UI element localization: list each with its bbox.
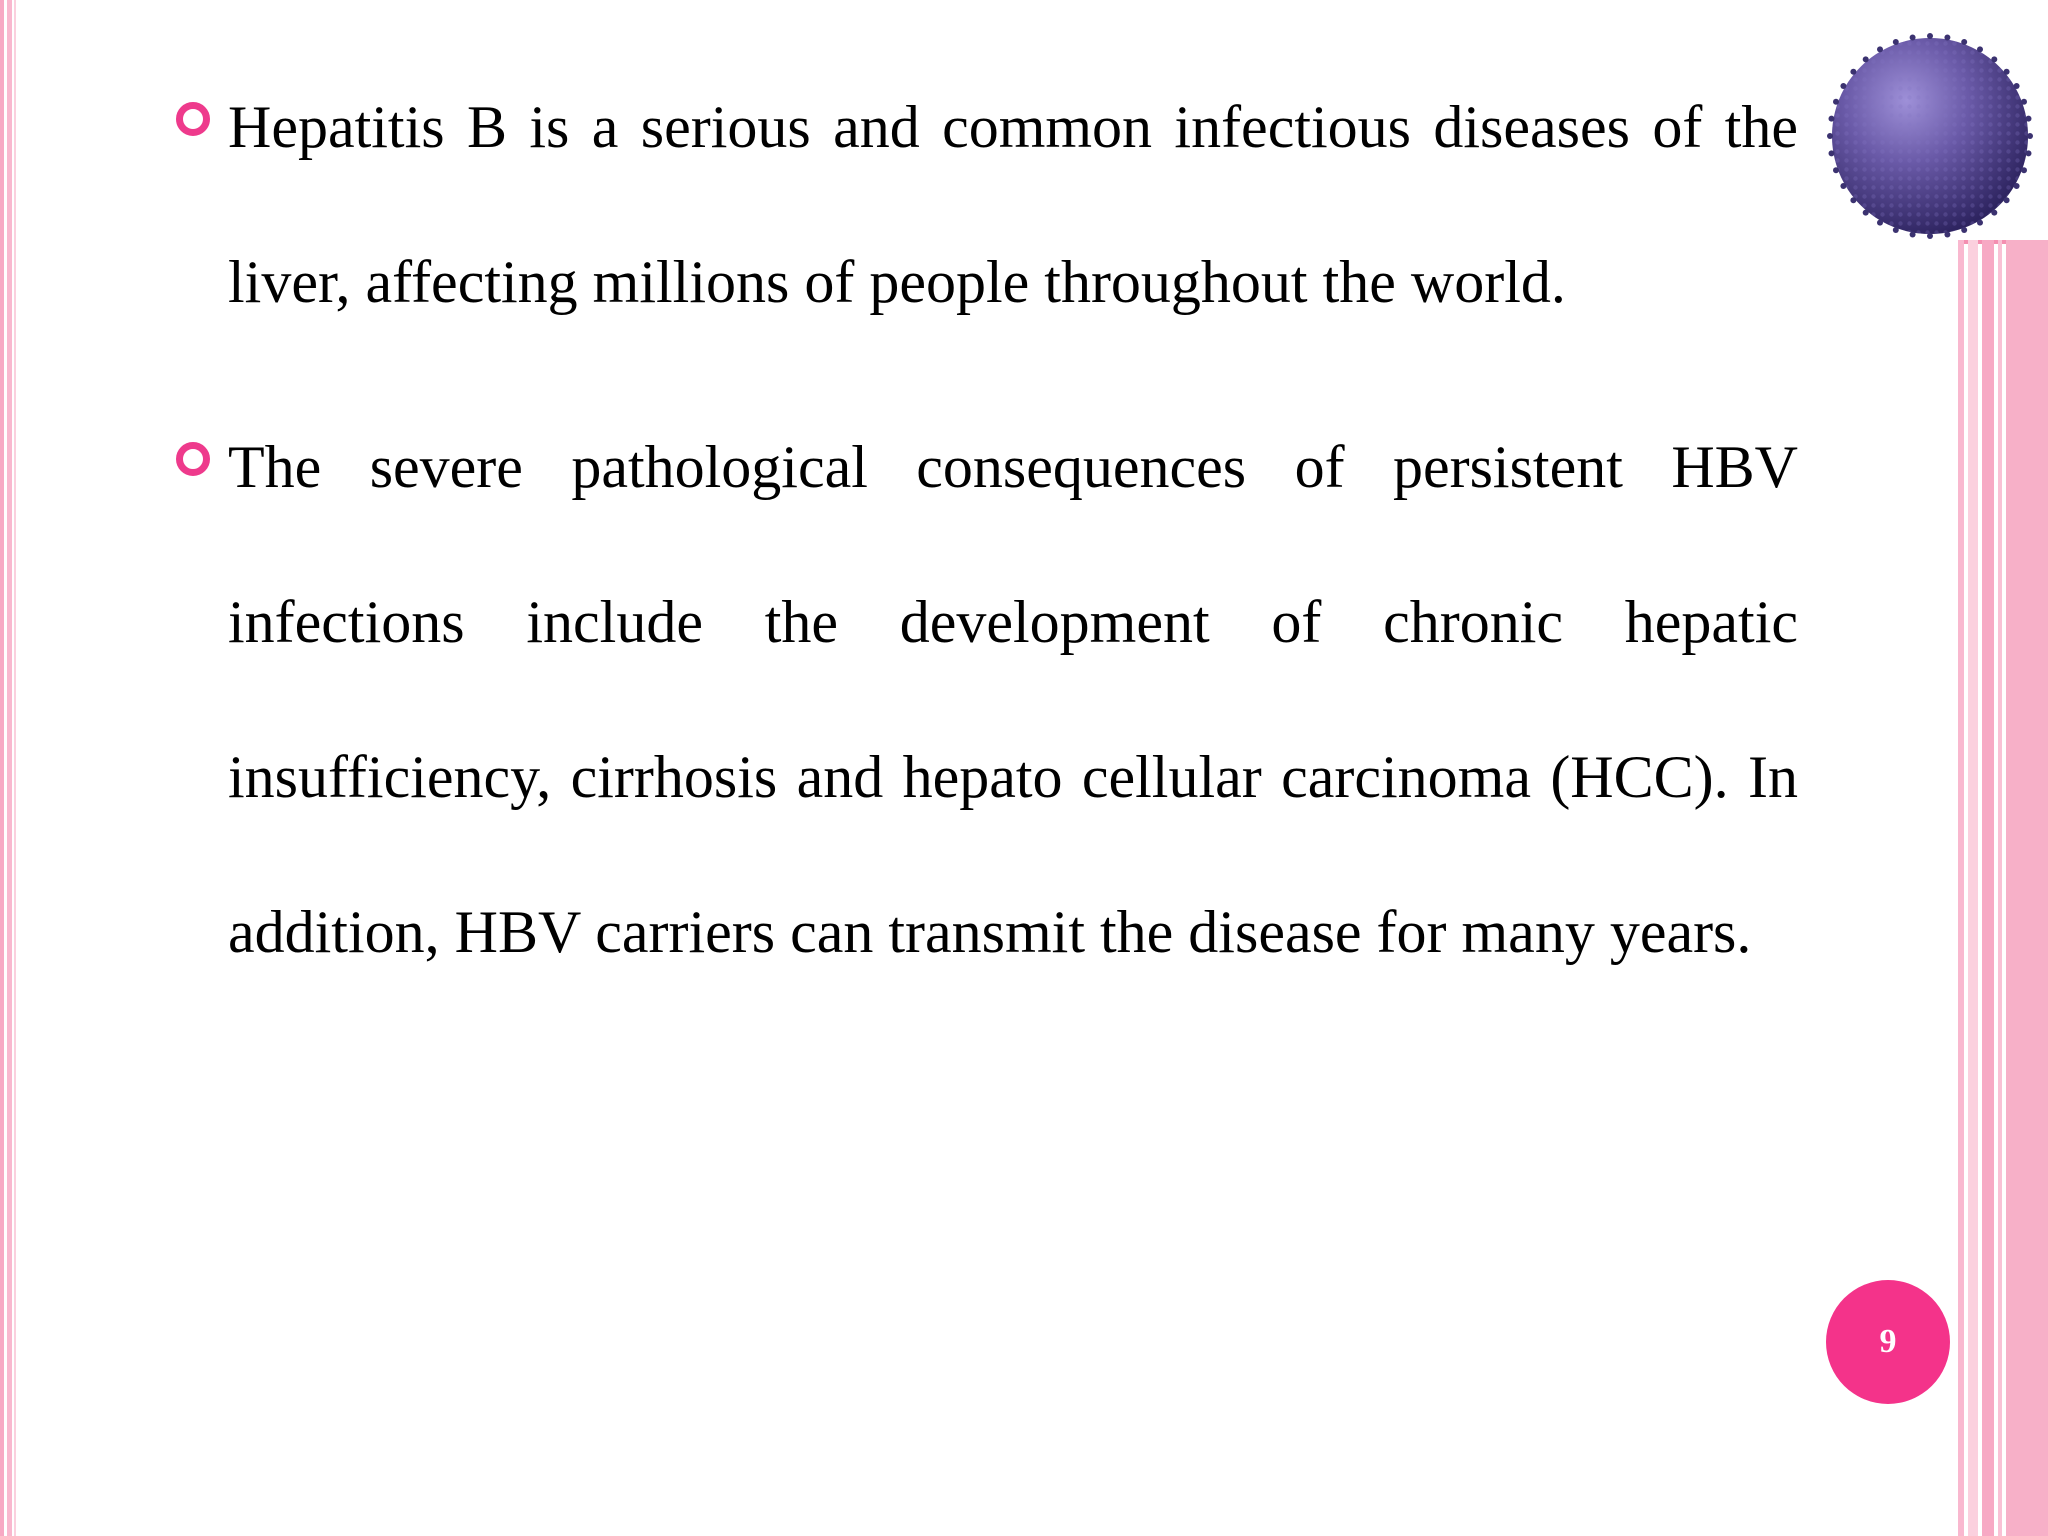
virus-spike [1910,35,1916,41]
virus-spike [1991,56,1997,62]
virus-spike [1944,232,1950,238]
right-stripe [1998,240,2002,1536]
virus-spike [1827,133,1833,139]
virus-spike [1840,183,1846,189]
virus-spike [2014,83,2020,89]
virus-spike [1829,116,1835,122]
virus-spike [2004,197,2010,203]
bullet-list [160,50,1800,1040]
virus-spike [1991,210,1997,216]
bullet-text: The severe pathological consequences of persistent HBV infections include the development of chronic hepatic insufficiency, cirrhosis and hepato cellular carcinoma (HCC). In addition, HBV carriers can transmit the disease for many years. [228,434,1798,965]
virus-spike [2021,99,2027,105]
virus-spike [1910,232,1916,238]
virus-spike [2014,183,2020,189]
left-stripe [7,0,12,1536]
ring-bullet-icon [176,442,210,476]
virus-spike [1961,227,1967,233]
ring-bullet-icon [176,102,210,136]
bullet-text: Hepatitis B is a serious and common infectious diseases of the liver, affecting millions of people throughout the world. [228,94,1798,315]
right-stripe [1958,240,1964,1536]
virus-spike [1927,233,1933,239]
left-stripe [0,0,4,1536]
virus-spike [2026,116,2032,122]
virus-spike [1877,220,1883,226]
virus-spike [2026,150,2032,156]
virus-spike [1863,56,1869,62]
virus-spike [1944,35,1950,41]
right-stripe [2006,240,2048,1536]
virus-spike [1833,167,1839,173]
virus-spike [2027,133,2033,139]
virus-spike [1833,99,1839,105]
virus-spike [1877,46,1883,52]
bullet-item [160,390,1800,1010]
left-stripe [14,0,16,1536]
right-stripe [1968,240,1978,1536]
virus-spike [1840,83,1846,89]
bullet-item [160,50,1800,360]
virus-spike [2021,167,2027,173]
virus-spike [1977,46,1983,52]
virus-spike [1863,210,1869,216]
right-stripe [1982,240,1994,1536]
virus-spike [1927,33,1933,39]
virus-spike [1961,39,1967,45]
virus-spike [1829,150,1835,156]
virus-sphere-icon [1824,30,2036,242]
virus-spike [1893,39,1899,45]
virus-spike [1977,220,1983,226]
virus-spike [2004,69,2010,75]
virus-spike [1850,197,1856,203]
virus-spike [1850,69,1856,75]
virus-spike [1893,227,1899,233]
page-number-badge: 9 [1826,1280,1950,1404]
